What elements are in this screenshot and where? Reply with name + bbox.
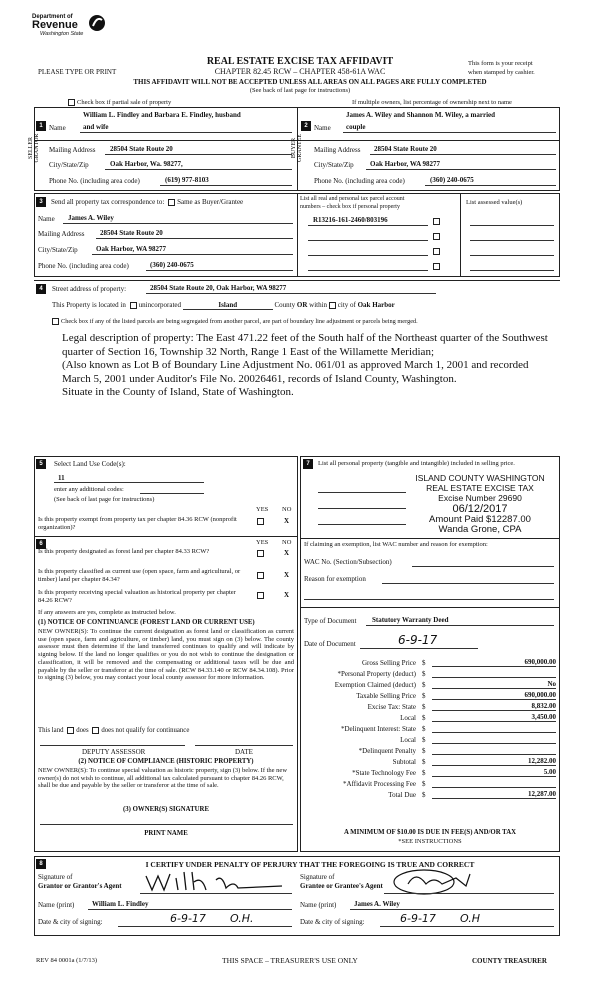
recording-stamp: [404, 474, 556, 535]
legal-p1: Legal description of property: The East 471.22 feet of the South half of the Northeast quarter of the Southwest quarter of Section 16, Township 32 North, Range 1 East of the Willamette Meridian;: [62, 332, 548, 358]
city-checkbox[interactable]: [329, 302, 336, 309]
assessed-header: List assessed value(s): [466, 199, 523, 206]
deputy-sig-line: [40, 745, 185, 746]
within-label: within: [309, 301, 328, 309]
county-treasurer: COUNTY TREASURER: [472, 957, 547, 965]
exempt-question: Is this property exempt from property tax per chapter 84.36 RCW (nonprofit organization)?: [38, 516, 237, 531]
buyer-name-line2[interactable]: couple: [346, 123, 366, 131]
historic-yes-checkbox[interactable]: [257, 592, 264, 599]
street-underline: [146, 293, 436, 294]
currency-symbol: $: [422, 769, 426, 777]
fin-row: [300, 755, 558, 766]
currency-symbol: $: [422, 670, 426, 678]
legal-p3: Situate in the County of Island, State of Washington.: [62, 386, 294, 398]
additional-codes-underline: [140, 493, 204, 494]
dor-logo-name: Revenue: [32, 19, 78, 31]
seller-address[interactable]: 28504 State Route 20: [110, 145, 173, 153]
grantor-sig-label-1: Signature of: [38, 873, 73, 881]
parcels-header-1: List all real and personal tax parcel account: [300, 196, 405, 202]
forest-question: Is this property designated as forest land per chapter 84.33 RCW?: [38, 548, 210, 555]
section-1-badge: 1: [36, 121, 46, 131]
section-6-topline: [34, 536, 298, 537]
fin-label: Exemption Claimed (deduct): [334, 681, 416, 689]
stamp-signer: Wanda Grone, CPA: [438, 524, 522, 536]
parcel-3-underline: [308, 255, 428, 256]
unincorporated-checkbox[interactable]: [130, 302, 137, 309]
current-use-yes-checkbox[interactable]: [257, 572, 264, 579]
section-4-badge: 4: [36, 284, 46, 294]
reason-underline-2: [304, 599, 554, 600]
grantor-sig-label-2: Grantor or Grantor's Agent: [38, 882, 122, 890]
grantee-sig-line: [384, 893, 554, 894]
segregated-row: [52, 318, 418, 325]
section-3-divider: [297, 193, 298, 277]
assessed-1-underline: [470, 225, 554, 226]
corr-city-label: City/State/Zip: [38, 246, 78, 254]
complete-instruction: If any answers are yes, complete as instructed below.: [38, 609, 176, 616]
fin-value[interactable]: [432, 754, 556, 755]
fin-row: [300, 722, 558, 733]
doc-date[interactable]: 6-9-17: [398, 633, 438, 647]
wac-label: WAC No. (Section/Subsection): [304, 558, 392, 566]
parcel-1[interactable]: R13216-161-2460/803196: [313, 216, 388, 224]
fin-value[interactable]: [432, 743, 556, 744]
section-2-badge: 2: [301, 121, 311, 131]
fin-label: Local: [400, 714, 416, 722]
reason-label: Reason for exemption: [304, 575, 366, 583]
buyer-address-label: Mailing Address: [314, 146, 361, 154]
deputy-assessor-label: DEPUTY ASSESSOR: [82, 748, 146, 756]
does-not-label: does not qualify for continuance: [101, 727, 190, 735]
unincorporated-label: unincorporated: [138, 301, 182, 309]
seller-name-line1[interactable]: William L. Findley and Barbara E. Findley, husband: [83, 111, 241, 119]
fin-row: [300, 733, 558, 744]
grantor-city[interactable]: O.H.: [230, 912, 254, 925]
buyer-address-underline: [370, 154, 556, 155]
fin-row: [300, 777, 558, 788]
buyer-name-underline: [343, 132, 556, 133]
seller-address-underline: [105, 154, 292, 155]
fin-row: [300, 667, 558, 678]
form-warning: THIS AFFIDAVIT WILL NOT BE ACCEPTED UNLESS ALL AREAS ON ALL PAGES ARE FULLY COMPLETED: [133, 78, 487, 86]
grantee-date[interactable]: 6-9-17: [400, 912, 436, 925]
corr-name-underline: [63, 223, 293, 224]
located-label: This Property is located in: [52, 301, 126, 309]
section-5-badge: 5: [36, 459, 46, 469]
multiple-owners-note: If multiple owners, list percentage of ownership next to name: [352, 99, 512, 106]
s6-yes: YES: [256, 539, 269, 546]
legal-p2: (Also known as Lot B of Boundary Line Adjustment No. 061/01 as approved March 1, 2001 and recorded March 5, 2001 under Auditor's File No. 20026461, records of Island County, Washington.: [62, 359, 529, 385]
grantee-signature[interactable]: [386, 866, 486, 896]
seller-phone-label: Phone No. (including area code): [49, 177, 140, 185]
does-not-checkbox[interactable]: [92, 727, 99, 734]
segregated-label: Check box if any of the listed parcels are being segregated from another parcel, are part of boundary line adjustment or parcels being merged.: [61, 318, 418, 325]
fin-value[interactable]: 12,287.00: [432, 790, 556, 799]
s5-no: NO: [282, 506, 292, 513]
dor-swoosh-icon: [88, 14, 106, 32]
corr-address-label: Mailing Address: [38, 230, 85, 238]
legal-description: [62, 332, 552, 400]
doc-type-underline: [366, 625, 554, 626]
currency-symbol: $: [422, 736, 426, 744]
form-number: REV 84 0001a (1/7/13): [36, 957, 98, 964]
fin-value[interactable]: 690,000.00: [432, 691, 556, 700]
corr-city[interactable]: Oak Harbor, WA 98277: [96, 245, 167, 253]
grantor-date-label: Date & city of signing:: [38, 918, 103, 926]
partial-sale-row: [68, 99, 171, 106]
fin-label: *Affidavit Processing Fee: [343, 780, 416, 788]
segregated-checkbox[interactable]: [52, 318, 59, 325]
currency-symbol: $: [422, 791, 426, 799]
grantee-name-underline: [350, 909, 554, 910]
seller-city[interactable]: Oak Harbor, Wa. 98277,: [110, 160, 183, 168]
form-chapter: CHAPTER 82.45 RCW – CHAPTER 458-61A WAC: [214, 67, 386, 76]
grantee-name[interactable]: James A. Wiley: [354, 900, 400, 908]
buyer-phone-label: Phone No. (including area code): [314, 177, 405, 185]
street-address[interactable]: 28504 State Route 20, Oak Harbor, WA 98277: [150, 284, 287, 292]
currency-symbol: $: [422, 780, 426, 788]
stamp-amount: Amount Paid $12287.00: [429, 514, 531, 526]
print-name-label: PRINT NAME: [144, 830, 188, 837]
land-use-see-back: (See back of last page for instructions): [54, 496, 155, 503]
grantee-date-label: Date & city of signing:: [300, 918, 365, 926]
fin-label: Local: [400, 736, 416, 744]
buyer-phone[interactable]: (360) 240-0675: [430, 176, 474, 184]
assessed-2-underline: [470, 240, 554, 241]
currency-symbol: $: [422, 659, 426, 667]
parcel-1-personal-checkbox[interactable]: [433, 218, 440, 225]
grantor-signature[interactable]: [142, 868, 292, 894]
currency-symbol: $: [422, 681, 426, 689]
receipt-note-2: when stamped by cashier.: [468, 69, 535, 76]
personal-line-1: [318, 492, 406, 493]
historic-question: Is this property receiving special valuation as historical property per chapter 84.26 RCW?: [38, 589, 236, 604]
partial-sale-checkbox[interactable]: [68, 99, 75, 106]
doc-divider: [300, 607, 560, 608]
corr-address-underline: [96, 238, 293, 239]
city-of-label: city of: [337, 301, 356, 309]
see-instructions: *SEE INSTRUCTIONS: [398, 838, 462, 845]
fin-row: [300, 689, 558, 700]
fin-row: [300, 711, 558, 722]
personal-property-label: List all personal property (tangible and intangible) included in selling price.: [318, 460, 515, 467]
parcel-4-personal-checkbox[interactable]: [433, 263, 440, 270]
buyer-name-label: Name: [314, 124, 331, 132]
doc-date-underline: [360, 648, 478, 649]
fin-label: *State Technology Fee: [352, 769, 416, 777]
receipt-note-1: This form is your receipt: [468, 60, 533, 67]
current-use-question: Is this property classified as current use (open space, farm and agricultural, or timber) land per chapter 84.34?: [38, 568, 241, 583]
currency-symbol: $: [422, 692, 426, 700]
fin-value[interactable]: [432, 732, 556, 733]
seller-city-label: City/State/Zip: [49, 161, 89, 169]
land-use-code[interactable]: 11: [58, 474, 65, 482]
see-back-instructions: (See back of last page for instructions): [249, 87, 351, 94]
county-name[interactable]: Island: [183, 301, 273, 310]
fin-row: [300, 656, 558, 667]
notice-1-body: NEW OWNER(S): To continue the current designation as forest land or classification as current use (open space, farm and agriculture, or timber) land, you must sign on (3) below. The county assessor must then determine if the land transferred continues to qualify and will indicate by signing below. If the land no longer qualifies or you do not wish to continue the designation or classification, it will be removed and the compensating or additional taxes will be due and payable by the seller or transferor at the time of sale. (RCW 84.33.140 or RCW 84.34.108). Prior to signing (3) below, you may contact your local county assessor for more information.: [38, 628, 294, 682]
buyer-city[interactable]: Oak Harbor, WA 98277: [370, 160, 441, 168]
section-3-badge: 3: [36, 197, 46, 207]
parcels-header-2: numbers – check box if personal property: [300, 204, 400, 210]
fin-value[interactable]: 3,450.00: [432, 713, 556, 722]
s6-no: NO: [282, 539, 292, 546]
or-label: OR: [296, 301, 308, 309]
reason-underline-1: [382, 583, 554, 584]
fin-label: *Delinquent Penalty: [358, 747, 416, 755]
buyer-name-line1[interactable]: James A. Wiley and Shannon M. Wiley, a married: [346, 111, 496, 119]
section-4-topline: [34, 280, 560, 281]
fin-label: Taxable Selling Price: [356, 692, 416, 700]
currency-symbol: $: [422, 758, 426, 766]
land-use-label: Select Land Use Code(s):: [54, 460, 126, 468]
fin-label: *Delinquent Interest: State: [340, 725, 416, 733]
minimum-notice: A MINIMUM OF $10.00 IS DUE IN FEE(S) AND/OR TAX: [343, 829, 517, 836]
fin-value[interactable]: 5.00: [432, 768, 556, 777]
owner-signature-label: (3) OWNER(S) SIGNATURE: [123, 806, 209, 813]
section-6-badge: 6: [36, 539, 46, 549]
please-type: PLEASE TYPE OR PRINT: [38, 68, 117, 76]
does-checkbox[interactable]: [67, 727, 74, 734]
grantee-sig-label-1: Signature of: [300, 873, 335, 881]
correspondence-row: [51, 198, 243, 206]
dor-logo-line: Department of: [32, 14, 73, 20]
assessed-divider: [460, 193, 461, 277]
stamp-tax: REAL ESTATE EXCISE TAX: [426, 482, 534, 493]
grantee-date-underline: [380, 926, 554, 927]
fin-value[interactable]: [432, 677, 556, 678]
city-name[interactable]: Oak Harbor: [357, 301, 395, 309]
stamp-excise-number: Excise Number 29690: [438, 492, 522, 503]
buyer-side-label: BUYER GRANTEE: [291, 134, 303, 162]
assessed-3-underline: [470, 255, 554, 256]
seller-side-label: SELLER GRANTOR: [28, 133, 40, 163]
county-label: County: [274, 301, 296, 309]
fin-row: [300, 700, 558, 711]
fin-value[interactable]: 12,282.00: [432, 757, 556, 766]
notice-2-body: NEW OWNER(S): To continue special valuation as historic property, sign (3) below. If the new owner(s) do not wish to continue, all additional tax calculated pursuant to chapter 84.26 RCW, shall be due and payable by the seller or transferor at the time of sale.: [38, 767, 288, 790]
additional-codes-label: enter any additional codes:: [54, 486, 124, 493]
section-8-badge: 8: [36, 859, 46, 869]
grantee-city[interactable]: O.H: [460, 912, 480, 925]
currency-symbol: $: [422, 703, 426, 711]
stamp-county: ISLAND COUNTY WASHINGTON: [415, 473, 545, 483]
grantor-name-underline: [88, 909, 292, 910]
buyer-phone-underline: [425, 185, 556, 186]
grantor-sig-line: [140, 893, 292, 894]
fin-value[interactable]: [432, 787, 556, 788]
certify-statement: I CERTIFY UNDER PENALTY OF PERJURY THAT THE FOREGOING IS TRUE AND CORRECT: [145, 860, 475, 869]
stamp-date: 06/12/2017: [452, 503, 508, 516]
grantor-date[interactable]: 6-9-17: [170, 912, 206, 925]
fin-label: *Personal Property (deduct): [337, 670, 416, 678]
same-as-buyer-label: Same as Buyer/Grantee: [177, 198, 244, 206]
section-7-badge: 7: [303, 459, 313, 469]
personal-line-3: [318, 524, 406, 525]
currency-symbol: $: [422, 725, 426, 733]
located-row: [52, 301, 395, 310]
doc-date-label: Date of Document: [304, 640, 356, 648]
forest-answer[interactable]: X: [284, 549, 290, 557]
buyer-city-label: City/State/Zip: [314, 161, 354, 169]
owner-signature-line[interactable]: [40, 824, 293, 825]
fin-label: Gross Selling Price: [361, 659, 416, 667]
grantor-name-label: Name (print): [38, 901, 75, 909]
corr-name[interactable]: James A. Wiley: [68, 214, 114, 222]
correspondence-label: Send all property tax correspondence to:: [51, 198, 165, 206]
current-use-answer[interactable]: X: [284, 571, 290, 579]
grantee-sig-label-2: Grantee or Grantee's Agent: [300, 882, 383, 890]
seller-city-underline: [105, 169, 292, 170]
same-as-buyer-checkbox[interactable]: [168, 199, 175, 206]
land-use-underline: [54, 482, 204, 483]
fin-label: Excise Tax: State: [367, 703, 416, 711]
fin-row: [300, 788, 558, 799]
fin-row: [300, 766, 558, 777]
assessed-4-underline: [470, 270, 554, 271]
dor-logo-state: Washington State: [40, 31, 84, 37]
buyer-city-underline: [366, 169, 556, 170]
corr-name-label: Name: [38, 215, 55, 223]
deputy-date-line: [195, 745, 293, 746]
buyer-address[interactable]: 28504 State Route 20: [374, 145, 437, 153]
grantor-name[interactable]: William L. Findley: [92, 900, 149, 908]
grantee-name-label: Name (print): [300, 901, 337, 909]
financial-table: [300, 656, 558, 799]
corr-phone-label: Phone No. (including area code): [38, 262, 129, 270]
parcel-4-underline: [308, 270, 428, 271]
does-label: does: [76, 727, 89, 735]
fin-value[interactable]: 8,832.00: [432, 702, 556, 711]
partial-sale-label: Check box if partial sale of property: [77, 99, 172, 106]
currency-symbol: $: [422, 714, 426, 722]
exemption-divider: [300, 538, 560, 539]
fin-label: Total Due: [388, 791, 416, 799]
seller-name-label: Name: [49, 124, 66, 132]
exempt-answer[interactable]: X: [284, 517, 290, 525]
fin-row: [300, 678, 558, 689]
qualify-row: [38, 727, 189, 734]
corr-phone[interactable]: (360) 240-0675: [150, 261, 194, 269]
seller-phone[interactable]: (619) 977-8103: [165, 176, 209, 184]
s5-yes: YES: [256, 506, 269, 513]
currency-symbol: $: [422, 747, 426, 755]
doc-type-label: Type of Document: [304, 617, 357, 625]
parcel-3-personal-checkbox[interactable]: [433, 248, 440, 255]
exemption-label: If claiming an exemption, list WAC number and reason for exemption:: [304, 541, 488, 548]
corr-city-underline: [92, 254, 293, 255]
seller-name-line2[interactable]: and wife: [83, 123, 109, 131]
historic-answer[interactable]: X: [284, 591, 290, 599]
notice-2-title: (2) NOTICE OF COMPLIANCE (HISTORIC PROPERTY): [78, 758, 254, 765]
parcel-2-personal-checkbox[interactable]: [433, 233, 440, 240]
dor-logo: [32, 14, 110, 52]
seller-address-label: Mailing Address: [49, 146, 96, 154]
fin-value[interactable]: 690,000.00: [432, 658, 556, 667]
corr-address[interactable]: 28504 State Route 20: [100, 229, 163, 237]
grantor-date-underline: [118, 926, 292, 927]
parcel-2-underline: [308, 240, 428, 241]
seller-name-underline: [80, 132, 292, 133]
fin-label: Subtotal: [392, 758, 416, 766]
parcel-1-underline: [308, 225, 428, 226]
this-land-label: This land: [38, 727, 64, 735]
forest-yes-checkbox[interactable]: [257, 550, 264, 557]
fin-value[interactable]: No: [432, 680, 556, 689]
street-label: Street address of property:: [52, 285, 127, 293]
fin-row: [300, 744, 558, 755]
notice-1-title: (1) NOTICE OF CONTINUANCE (FOREST LAND OR CURRENT USE): [38, 619, 255, 626]
form-title: REAL ESTATE EXCISE TAX AFFIDAVIT: [206, 56, 394, 67]
doc-type[interactable]: Statutory Warranty Deed: [372, 616, 449, 624]
wac-underline: [412, 566, 554, 567]
seller-phone-underline: [160, 185, 292, 186]
treasurer-use: THIS SPACE – TREASURER'S USE ONLY: [222, 956, 358, 965]
personal-line-2: [318, 508, 406, 509]
exempt-yes-checkbox[interactable]: [257, 518, 264, 525]
deputy-date-label: DATE: [235, 748, 253, 756]
corr-phone-underline: [146, 270, 293, 271]
